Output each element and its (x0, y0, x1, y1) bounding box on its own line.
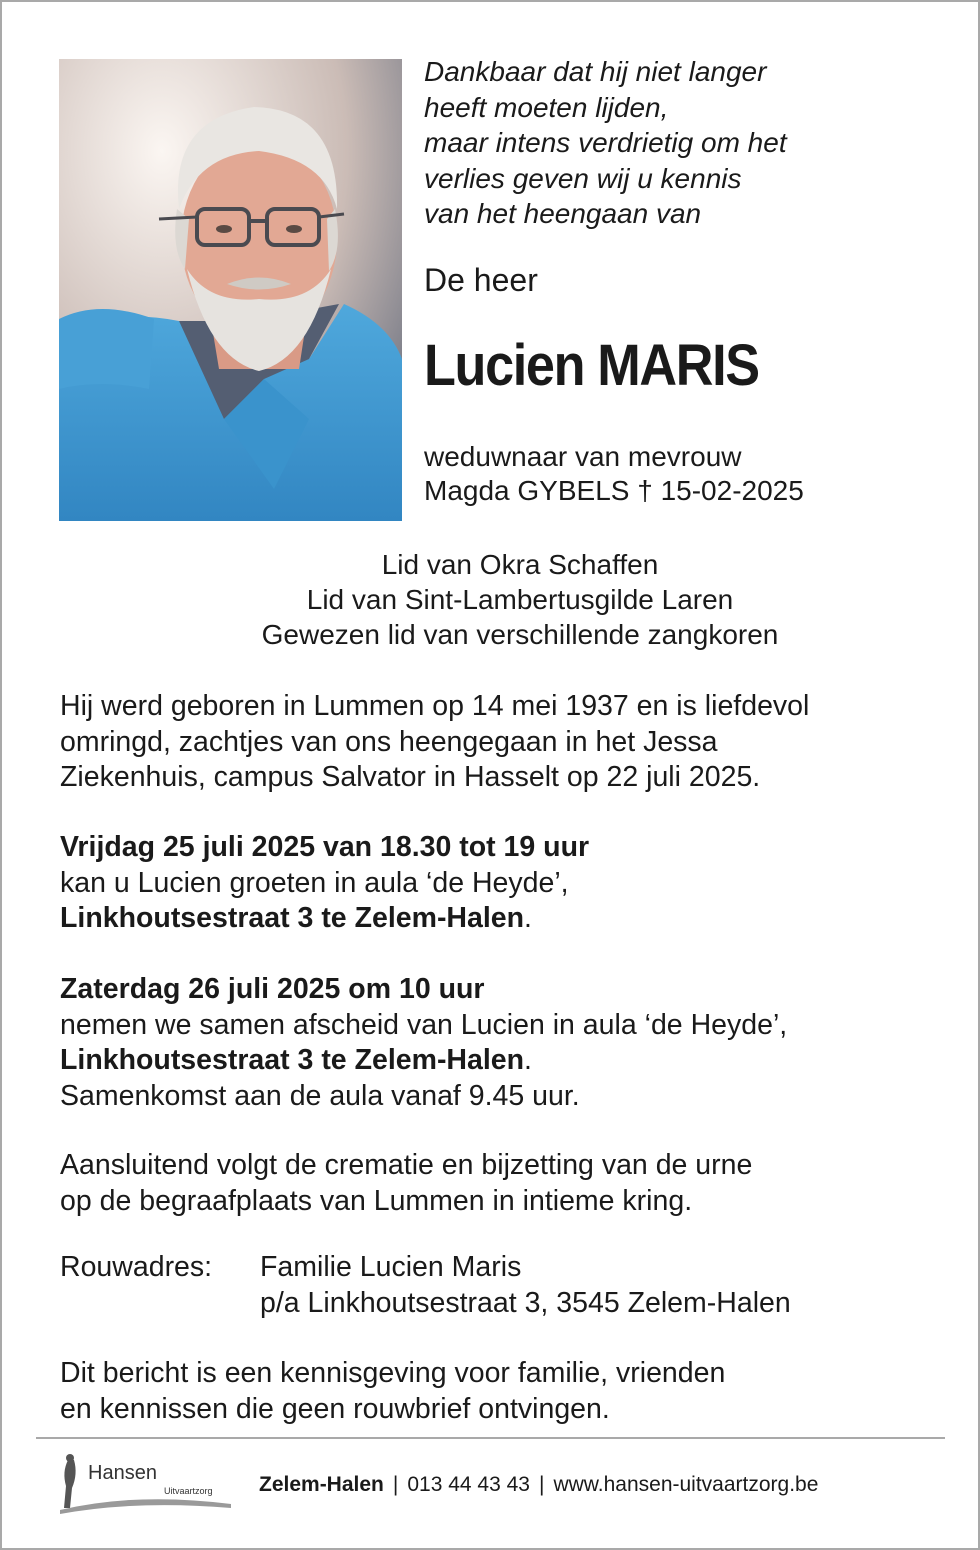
spouse-line: weduwnaar van mevrouw (424, 441, 742, 472)
text-line: Aansluitend volgt de crematie en bijzetting van de urne (60, 1149, 753, 1181)
cremation-text (60, 1148, 940, 1219)
membership-line: Gewezen lid van verschillende zangkoren (261, 619, 779, 650)
farewell-gathering: Samenkomst aan de aula vanaf 9.45 uur. (60, 1079, 580, 1112)
footer-phone[interactable]: 013 44 43 43 (407, 1473, 530, 1496)
mourning-address-label: Rouwadres: (60, 1251, 213, 1283)
portrait-photo (59, 59, 402, 521)
text-line: Hij werd geboren in Lummen op 14 mei 1937 en is liefdevol (60, 690, 810, 722)
footer-contact (259, 1473, 818, 1497)
logo-subtitle: Uitvaartzorg (164, 1486, 213, 1496)
text-line: omringd, zachtjes van ons heengegaan in het Jessa (60, 725, 718, 758)
membership-line: Lid van Sint-Lambertusgilde Laren (306, 584, 734, 615)
farewell-date: Zaterdag 26 juli 2025 om 10 uur (60, 973, 485, 1005)
footer-divider (36, 1437, 945, 1439)
farewell-section (60, 972, 940, 1114)
text-line: Dit bericht is een kennisgeving voor familie, vrienden (60, 1357, 726, 1389)
intro-text (424, 54, 787, 232)
intro-line: verlies geven wij u kennis (424, 162, 742, 194)
membership-line: Lid van Okra Schaffen (381, 549, 659, 580)
honorific: De heer (424, 262, 538, 298)
footer-separator: | (392, 1473, 399, 1496)
memberships (60, 547, 980, 652)
text-line: Ziekenhuis, campus Salvator in Hasselt op 22 juli 2025. (60, 761, 761, 793)
mourning-address (60, 1250, 940, 1321)
notice-text (60, 1356, 940, 1427)
viewing-line: kan u Lucien groeten in aula ‘de Heyde’, (60, 866, 569, 899)
footer-website[interactable]: www.hansen-uitvaartzorg.be (553, 1473, 819, 1496)
intro-line: heeft moeten lijden, (424, 91, 669, 123)
deceased-name: Lucien MARIS (424, 333, 759, 398)
viewing-address: Linkhoutsestraat 3 te Zelem-Halen (60, 902, 525, 934)
logo-name: Hansen (88, 1462, 157, 1484)
viewing-date: Vrijdag 25 juli 2025 van 18.30 tot 19 uur (60, 831, 590, 863)
spouse-info (424, 440, 804, 508)
footer-town: Zelem-Halen (259, 1473, 384, 1496)
intro-line: Dankbaar dat hij niet langer (424, 56, 767, 87)
mourning-address-line: Familie Lucien Maris (260, 1251, 522, 1283)
spouse-line: Magda GYBELS † 15-02-2025 (424, 475, 804, 506)
mourning-address-line: p/a Linkhoutsestraat 3, 3545 Zelem-Halen (260, 1286, 791, 1319)
intro-line: van het heengaan van (424, 198, 702, 229)
viewing-section (60, 830, 940, 937)
farewell-address: Linkhoutsestraat 3 te Zelem-Halen (60, 1044, 525, 1076)
viewing-address-end: . (524, 902, 532, 934)
intro-line: maar intens verdrietig om het (424, 127, 787, 158)
text-line: en kennissen die geen rouwbrief ontvingen. (60, 1392, 610, 1425)
farewell-line: nemen we samen afscheid van Lucien in aula ‘de Heyde’, (60, 1008, 788, 1041)
text-line: op de begraafplaats van Lummen in intieme kring. (60, 1184, 693, 1217)
footer-separator: | (538, 1473, 545, 1496)
farewell-address-end: . (524, 1044, 532, 1076)
birth-death-text (60, 689, 940, 796)
